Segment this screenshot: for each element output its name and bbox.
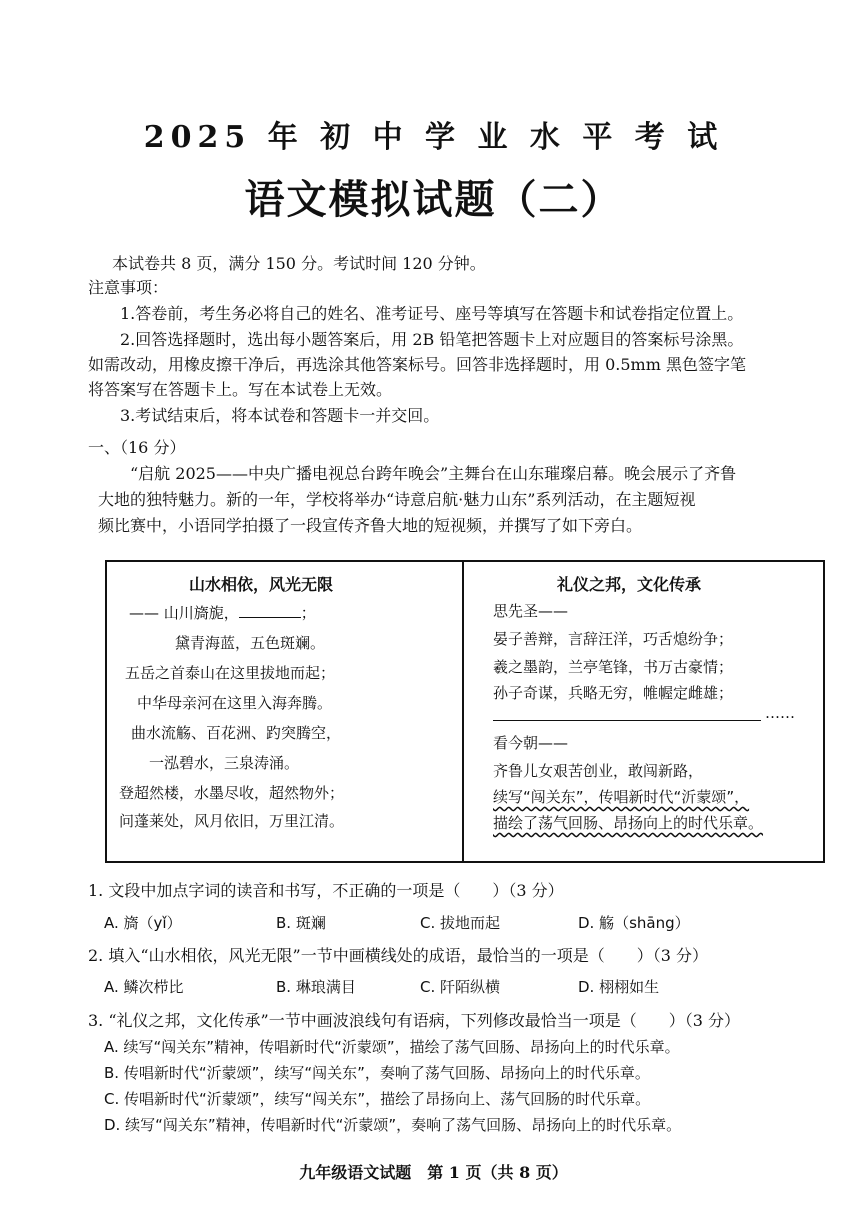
section-heading: 一、（16 分） xyxy=(88,438,186,457)
notes-heading: 注意事项： xyxy=(88,278,169,297)
right-line-4: 孙子奇谋，兵略无穷，帷幄定雌雄； xyxy=(493,684,734,702)
question-3-option-a: A. 续写“闯关东”精神，传唱新时代“沂蒙颂”，描绘了荡气回肠、昂扬向上的时代乐章。 xyxy=(104,1038,680,1056)
question-2-option-c: C. 阡陌纵横 xyxy=(420,978,501,996)
right-blank-line xyxy=(493,720,761,721)
question-2-option-a: A. 鳞次栉比 xyxy=(104,978,184,996)
left-line-6: 一泓碧水，三泉涛涌。 xyxy=(149,754,300,772)
right-line-9-wavy: 描绘了荡气回肠、昂扬向上的时代乐章。 xyxy=(493,814,764,832)
exam-summary: 本试卷共 8 页，满分 150 分。考试时间 120 分钟。 xyxy=(112,254,486,273)
narration-box xyxy=(105,560,825,863)
question-1-option-c: C. 拔地而起 xyxy=(420,914,501,932)
right-column-title: 礼仪之邦，文化传承 xyxy=(557,575,702,594)
right-line-3: 羲之墨韵，兰亭笔锋，书万古豪情； xyxy=(493,658,734,676)
right-line-1: 思先圣—— xyxy=(493,602,569,620)
section-paragraph-line-3: 频比赛中，小语同学拍摄了一段宣传齐鲁大地的短视频，并撰写了如下旁白。 xyxy=(98,516,643,535)
question-2-stem: 2. 填入“山水相依，风光无限”一节中画横线处的成语，最恰当的一项是（ ）（3 分） xyxy=(88,946,708,965)
right-line-8-wavy: 续写“闯关东”，传唱新时代“沂蒙颂”， xyxy=(493,788,750,806)
left-column-title: 山水相依，风光无限 xyxy=(189,575,334,594)
question-2-option-d: D. 栩栩如生 xyxy=(578,978,660,996)
exam-title: 2025 年 初 中 学 业 水 平 考 试 xyxy=(143,120,724,155)
question-3-option-d: D. 续写“闯关东”精神，传唱新时代“沂蒙颂”，奏响了荡气回肠、昂扬向上的时代乐章。 xyxy=(104,1116,682,1134)
question-1-option-a: A. 旖（yǐ） xyxy=(104,914,182,932)
question-1-stem: 1. 文段中加点字词的读音和书写，不正确的一项是（ ）（3 分） xyxy=(88,881,564,900)
right-line-6: 看今朝—— xyxy=(493,734,569,752)
left-line-2: 黛青海蓝，五色斑斓。 xyxy=(175,634,326,652)
right-line-7: 齐鲁儿女艰苦创业，敢闯新路， xyxy=(493,762,704,780)
right-ellipsis: …… xyxy=(765,704,795,722)
box-divider xyxy=(462,562,464,861)
question-2-option-b: B. 琳琅满目 xyxy=(276,978,356,996)
note-3: 3.考试结束后，将本试卷和答题卡一并交回。 xyxy=(120,406,440,425)
paper-title: 语文模拟试题（二） xyxy=(244,176,623,223)
page-footer: 九年级语文试题 第 1 页（共 8 页） xyxy=(299,1163,568,1182)
question-3-option-c: C. 传唱新时代“沂蒙颂”，续写“闯关东”，描绘了昂扬向上、荡气回肠的时代乐章。 xyxy=(104,1090,651,1108)
note-2-line-2: 如需改动，用橡皮擦干净后，再选涂其他答案标号。回答非选择题时，用 0.5mm 黑色签字笔 xyxy=(88,355,746,374)
left-line-4: 中华母亲河在这里入海奔腾。 xyxy=(137,694,333,712)
question-1-option-b: B. 斑斓 xyxy=(276,914,326,932)
left-line-3: 五岳之首泰山在这里拔地而起； xyxy=(125,664,336,682)
question-3-option-b: B. 传唱新时代“沂蒙颂”，续写“闯关东”，奏响了荡气回肠、昂扬向上的时代乐章。 xyxy=(104,1064,650,1082)
question-1-option-d: D. 觞（shāng） xyxy=(578,914,690,932)
section-paragraph-line-1: “启航 2025——中央广播电视总台跨年晚会”主舞台在山东璀璨启幕。晚会展示了齐鲁 xyxy=(130,464,737,483)
question-3-stem: 3. “礼仪之邦，文化传承”一节中画波浪线句有语病，下列修改最恰当一项是（ ）（3 分） xyxy=(88,1011,740,1030)
section-paragraph-line-2: 大地的独特魅力。新的一年，学校将举办“诗意启航·魅力山东”系列活动，在主题短视 xyxy=(98,490,696,509)
right-line-2: 晏子善辩，言辞汪洋，巧舌熄纷争； xyxy=(493,630,734,648)
note-1: 1.答卷前，考生务必将自己的姓名、准考证号、座号等填写在答题卡和试卷指定位置上。 xyxy=(120,304,744,323)
left-line-7: 登超然楼，水墨尽收，超然物外； xyxy=(119,784,345,802)
note-2-line-3: 将答案写在答题卡上。写在本试卷上无效。 xyxy=(88,380,393,399)
left-line-5: 曲水流觞、百花洲、趵突腾空， xyxy=(131,724,342,742)
left-line-1: —— 山川旖旎， ； xyxy=(129,604,316,622)
note-2-line-1: 2.回答选择题时，选出每小题答案后，用 2B 铅笔把答题卡上对应题目的答案标号涂黑。 xyxy=(120,330,744,349)
left-line-8: 问蓬莱处，风月依旧，万里江清。 xyxy=(119,812,345,830)
